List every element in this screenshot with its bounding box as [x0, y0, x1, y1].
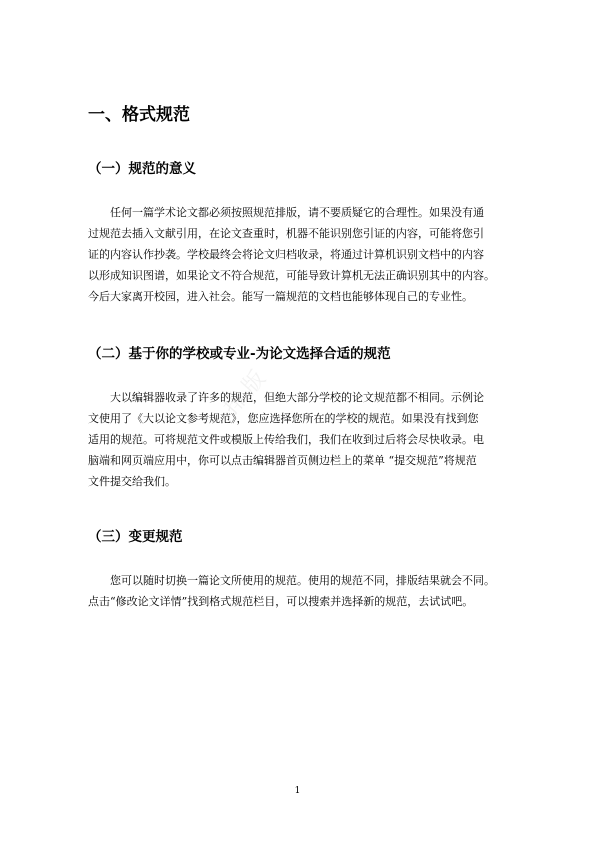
- paragraph-line: 以形成知识图谱，如果论文不符合规范，可能导致计算机无法正确识别其中的内容。: [88, 269, 495, 282]
- paragraph-line: 脑端和网页端应用中，你可以点击编辑器首页侧边栏上的菜单 “提交规范”将规范: [88, 454, 477, 467]
- subsection-heading-3: （三）变更规范: [88, 529, 183, 545]
- paragraph-line: 今后大家离开校园，进入社会。能写一篇规范的文档也能够体现自己的专业性。: [88, 290, 473, 303]
- paragraph-line: 点击“修改论文详情”找到格式规范栏目，可以搜索并选择新的规范，去试试吧。: [88, 595, 474, 608]
- subsection-heading-1: （一）规范的意义: [88, 161, 196, 177]
- paragraph-line: 大以编辑器收录了许多的规范，但绝大部分学校的论文规范都不相同。示例论: [110, 391, 484, 404]
- section-heading: 一、格式规范: [88, 105, 190, 125]
- paragraph-line: 证的内容认作抄袭。学校最终会将论文归档收录，将通过计算机识别文档中的内容: [88, 248, 484, 261]
- paragraph-line: 过规范去插入文献引用，在论文查重时，机器不能识别您引证的内容，可能将您引: [88, 227, 484, 240]
- page-number: 1: [294, 786, 301, 796]
- paragraph-line: 文件提交给我们。: [88, 475, 176, 488]
- paragraph-line: 文使用了《大以论文参考规范》，您应选择您所在的学校的规范。如果没有找到您: [88, 412, 479, 425]
- subsection-heading-2: （二）基于你的学校或专业-为论文选择合适的规范: [88, 346, 391, 362]
- paragraph-line: 您可以随时切换一篇论文所使用的规范。使用的规范不同，排版结果就会不同。: [110, 574, 495, 587]
- paragraph-line: 适用的规范。可将规范文件或模版上传给我们，我们在收到过后将会尽快收录。电: [88, 433, 484, 446]
- paragraph-1: [88, 202, 512, 307]
- watermark: 排版: [218, 361, 275, 421]
- paragraph-2: [88, 387, 512, 492]
- paragraph-line: 任何一篇学术论文都必须按照规范排版，请不要质疑它的合理性。如果没有通: [110, 206, 484, 219]
- paragraph-3: [88, 570, 512, 612]
